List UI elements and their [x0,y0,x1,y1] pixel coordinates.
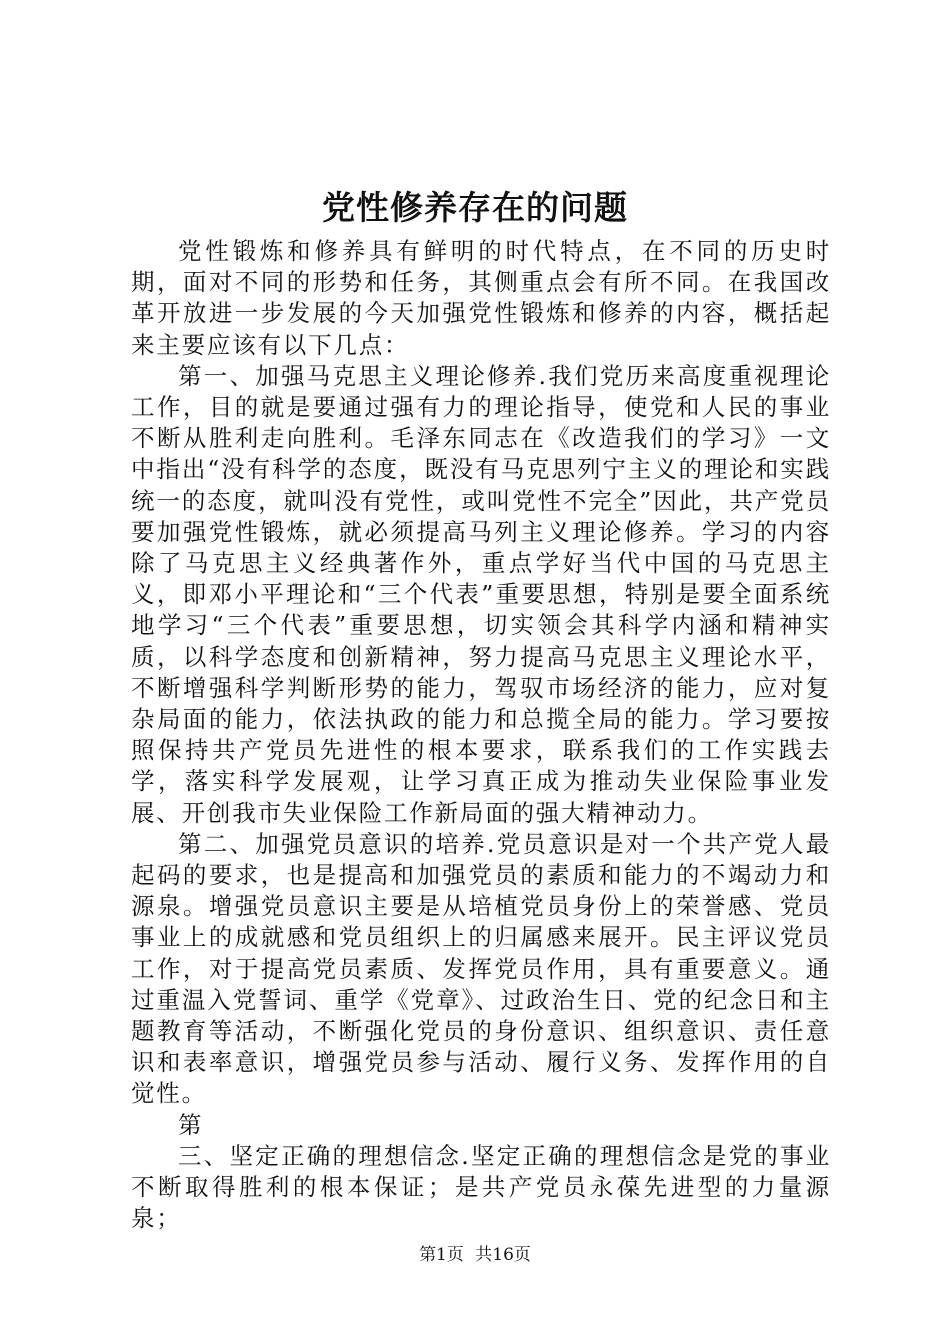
page-number: 第1页 [419,1245,464,1265]
document-body [131,236,831,1235]
paragraph-fragment: 第 [178,1110,204,1139]
paragraph-point-three: 三、坚定正确的理想信念.坚定正确的理想信念是党的事业不断取得胜利的根本保证；是共产党员永葆先进型的力量源泉； [131,1141,831,1233]
page-total: 共16页 [475,1245,531,1265]
document-title: 党性修养存在的问题 [322,188,628,227]
paragraph-point-two: 第二、加强党员意识的培养.党员意识是对一个共产党人最起码的要求，也是提高和加强党员的素质和能力的不竭动力和源泉。增强党员意识主要是从培植党员身份上的荣誉感、党员事业上的成就感和党员组织上的归属感来展开。民主评议党员工作，对于提高党员素质、发挥党员作用，具有重要意义。通过重温入党誓词、重学《党章》、过政治生日、党的纪念日和主题教育等活动，不断强化党员的身份意识、组织意识、责任意识和表率意识，增强党员参与活动、履行义务、发挥作用的自觉性。 [131,829,831,1108]
paragraph-point-one: 第一、加强马克思主义理论修养.我们党历来高度重视理论工作，目的就是要通过强有力的理论指导，使党和人民的事业不断从胜利走向胜利。毛泽东同志在《改造我们的学习》一文中指出“没有科学的态度，既没有马克思列宁主义的理论和实践统一的态度，就叫没有党性，或叫党性不完全”因此，共产党员要加强党性锻炼，就必须提高马列主义理论修养。学习的内容除了马克思主义经典著作外，重点学好当代中国的马克思主义，即邓小平理论和“三个代表”重要思想，特别是要全面系统地学习“三个代表”重要思想，切实领会其科学内涵和精神实质，以科学态度和创新精神，努力提高马克思主义理论水平，不断增强科学判断形势的能力，驾驭市场经济的能力，应对复杂局面的能力，依法执政的能力和总揽全局的能力。学习要按照保持共产党员先进性的根本要求，联系我们的工作实践去学，落实科学发展观，让学习真正成为推动失业保险事业发展、开创我市失业保险工作新局面的强大精神动力。 [131,361,831,827]
page-footer [0,1243,950,1267]
paragraph-intro: 党性锻炼和修养具有鲜明的时代特点，在不同的历史时期，面对不同的形势和任务，其侧重点会有所不同。在我国改革开放进一步发展的今天加强党性锻炼和修养的内容，概括起来主要应该有以下几点： [131,237,831,359]
